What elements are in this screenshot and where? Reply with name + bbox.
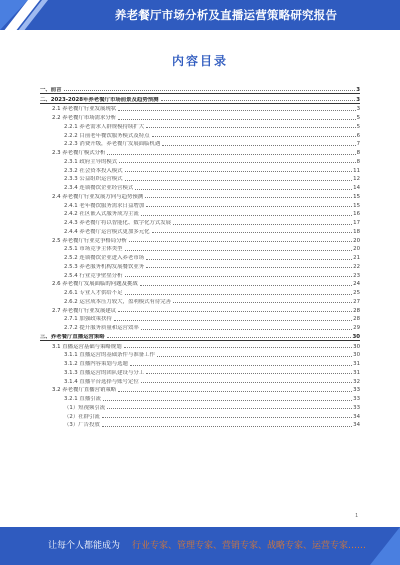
toc-entry-label: 3.2 养老餐厅直播营销策略 [52, 387, 117, 394]
toc-entry-page: 32 [353, 378, 360, 385]
toc-entry[interactable] [40, 112, 360, 121]
toc-leader-dots [146, 267, 352, 268]
toc-leader-dots [161, 100, 356, 101]
toc-entry-page: 15 [353, 193, 360, 200]
toc-entry-page: 25 [353, 290, 360, 296]
toc-entry[interactable] [40, 139, 360, 148]
toc-entry-label: （2）社群引流 [64, 413, 100, 420]
toc-entry[interactable] [40, 130, 360, 139]
toc-entry-label: 2.3.2 社会资本投入模式 [64, 167, 123, 174]
toc-entry-page: 8 [356, 158, 360, 165]
toc-entry-label: 三、养老餐厅直播运营策略 [40, 333, 105, 340]
toc-entry[interactable] [40, 279, 360, 288]
toc-entry[interactable] [40, 314, 360, 323]
toc-entry-page: 33 [353, 404, 360, 411]
toc-leader-dots [125, 250, 353, 251]
report-title: 养老餐厅市场分析及直播运营策略研究报告 [114, 8, 338, 22]
toc-entry-label: 2.4.4 养老餐厅运营模式更加多元化 [64, 228, 150, 235]
toc-entry[interactable] [40, 385, 360, 394]
toc-leader-dots [141, 382, 352, 383]
toc-entry-page: 24 [353, 281, 360, 288]
toc-entry-page: 16 [353, 211, 360, 218]
toc-entry[interactable] [40, 331, 360, 341]
toc-leader-dots [118, 391, 352, 392]
toc-entry[interactable] [40, 393, 360, 402]
toc-entry-page: 33 [353, 396, 360, 402]
toc-entry-page: 27 [353, 298, 360, 305]
toc-entry[interactable] [40, 358, 360, 367]
toc-entry[interactable] [40, 411, 360, 420]
toc-entry[interactable] [40, 182, 360, 191]
toc-leader-dots [118, 110, 355, 111]
toc-entry[interactable] [40, 94, 360, 104]
toc-entry-label: 2.2.3 消费升级，养老餐厅发展面临机遇 [64, 141, 161, 148]
toc-entry-page: 34 [353, 413, 360, 420]
footer-slogan: 让每个人都能成为 [48, 541, 121, 551]
toc-entry-label: 3.1.1 直播运营的基础条件与准备工作 [64, 352, 155, 359]
toc-leader-dots [102, 417, 352, 418]
table-of-contents [40, 84, 360, 428]
toc-entry-label: 2.3.1 政府主导的模式 [64, 158, 118, 165]
toc-leader-dots [146, 127, 355, 128]
toc-entry-label: 2.1 养老餐厅行业发展现状 [52, 106, 117, 113]
toc-leader-dots [125, 171, 353, 172]
toc-entry-page: 31 [353, 361, 360, 367]
toc-entry-label: 2.3 养老餐厅模式分析 [52, 150, 106, 156]
toc-entry[interactable] [40, 376, 360, 385]
toc-entry[interactable] [40, 244, 360, 253]
toc-leader-dots [146, 259, 352, 260]
toc-leader-dots [107, 408, 352, 409]
toc-entry-label: 2.7 养老餐厅行业发展建议 [52, 307, 117, 314]
toc-entry-page: 3 [356, 96, 360, 103]
toc-leader-dots [130, 365, 352, 366]
toc-entry-page: 30 [353, 343, 360, 350]
toc-entry-page: 20 [353, 246, 360, 253]
toc-entry[interactable] [40, 261, 360, 270]
toc-entry-label: 2.5.1 市场竞争主体类型 [64, 246, 123, 253]
footer-decor-corner [370, 527, 400, 565]
toc-leader-dots [64, 90, 356, 91]
toc-entry-label: 一、前言 [40, 86, 62, 93]
toc-entry-label: 3.2.1 直播引流 [64, 396, 101, 402]
toc-entry[interactable] [40, 305, 360, 314]
toc-entry-page: 28 [353, 316, 360, 323]
toc-entry-page: 30 [352, 333, 360, 340]
toc-entry-page: 15 [353, 202, 360, 209]
toc-leader-dots [129, 241, 352, 242]
toc-entry-page: 6 [356, 132, 360, 139]
report-header-banner [0, 0, 400, 30]
toc-entry[interactable] [40, 217, 360, 226]
toc-leader-dots [141, 329, 352, 330]
toc-entry-label: 2.7.1 加强政策扶持 [64, 316, 112, 323]
toc-entry-page: 29 [353, 325, 360, 331]
toc-leader-dots [162, 145, 355, 146]
toc-entry[interactable] [40, 322, 360, 331]
toc-entry-page: 12 [353, 176, 360, 183]
toc-entry[interactable] [40, 191, 360, 200]
toc-entry-page: 11 [353, 167, 360, 174]
toc-leader-dots [118, 119, 355, 120]
toc-entry-page: 28 [353, 307, 360, 314]
toc-heading: 内容目录 [171, 54, 228, 68]
toc-leader-dots [125, 294, 353, 295]
toc-entry-page: 23 [353, 272, 360, 279]
toc-leader-dots [107, 337, 352, 338]
toc-entry-label: 2.4 养老餐厅行业发展方向与趋势预测 [52, 193, 144, 200]
toc-entry[interactable] [40, 367, 360, 376]
toc-entry[interactable] [40, 226, 360, 235]
toc-leader-dots [146, 206, 352, 207]
toc-entry-label: 2.5.4 行业竞争壁垒分析 [64, 272, 123, 279]
toc-entry-label: 3.1.4 直播平台选择与账号定位 [64, 378, 139, 385]
toc-entry-page: 17 [353, 220, 360, 226]
toc-leader-dots [125, 180, 353, 181]
toc-entry-label: 2.2 养老餐厅市场需求分析 [52, 115, 117, 121]
toc-leader-dots [118, 311, 352, 312]
toc-entry-label: 二、2023-2028年养老餐厅市场前景及趋势预测 [40, 96, 159, 103]
toc-entry-page: 21 [353, 255, 360, 261]
toc-entry[interactable] [40, 296, 360, 305]
toc-entry-label: 2.5 养老餐厅行业竞争格局分析 [52, 237, 127, 244]
toc-leader-dots [157, 356, 352, 357]
toc-entry[interactable] [40, 252, 360, 261]
toc-entry-page: 3 [356, 86, 360, 93]
toc-leader-dots [103, 400, 352, 401]
toc-entry-label: （1）短视频引流 [64, 404, 106, 411]
toc-leader-dots [140, 285, 352, 286]
toc-leader-dots [135, 189, 352, 190]
toc-entry[interactable] [40, 287, 360, 296]
toc-entry-page: 3 [356, 106, 360, 113]
toc-entry-label: 3.1.3 直播运营的团队建设与分工 [64, 369, 145, 376]
toc-leader-dots [102, 426, 352, 427]
toc-entry[interactable] [40, 270, 360, 279]
toc-entry[interactable] [40, 235, 360, 244]
toc-entry[interactable] [40, 209, 360, 218]
toc-entry-label: 3.1.2 直播内容策划与选题 [64, 361, 128, 367]
toc-entry[interactable] [40, 200, 360, 209]
toc-leader-dots [141, 215, 352, 216]
toc-entry-page: 20 [353, 237, 360, 244]
toc-leader-dots [173, 224, 352, 225]
toc-entry[interactable] [40, 104, 360, 113]
toc-leader-dots [124, 347, 353, 348]
toc-leader-dots [146, 373, 352, 374]
toc-entry[interactable] [40, 350, 360, 359]
toc-entry-page: 7 [356, 141, 360, 148]
toc-entry-label: 3.1 直播运营基础与策略规划 [52, 343, 122, 350]
toc-entry-page: 5 [356, 115, 360, 121]
toc-entry[interactable] [40, 147, 360, 156]
toc-entry-label: 2.4.2 社区嵌入式服务成为主流 [64, 211, 139, 218]
toc-entry-page: 30 [353, 352, 360, 359]
toc-leader-dots [152, 232, 353, 233]
toc-entry-label: 2.4.1 老年餐饮服务需求日益增加 [64, 202, 145, 209]
toc-entry-label: 2.5.2 连锁餐饮企业进入养老市场 [64, 255, 145, 261]
toc-entry-page: 18 [353, 228, 360, 235]
toc-entry-page: 34 [353, 422, 360, 429]
toc-leader-dots [107, 154, 355, 155]
toc-entry-page: 33 [353, 387, 360, 394]
toc-entry[interactable] [40, 402, 360, 411]
toc-leader-dots [125, 276, 353, 277]
toc-entry[interactable] [40, 156, 360, 165]
toc-leader-dots [173, 302, 352, 303]
toc-entry-label: 2.3.3 公益组织运营模式 [64, 176, 123, 183]
toc-leader-dots [114, 320, 352, 321]
toc-entry[interactable] [40, 165, 360, 174]
toc-entry-label: 2.4.3 养老餐厅将以智能化、数字化方式发展 [64, 220, 172, 226]
toc-entry-label: 2.3.4 连锁餐饮企业经营模式 [64, 185, 134, 191]
toc-entry-label: 2.6.2 运营成本压力较大，盈利模式有待完善 [64, 298, 172, 305]
footer-banner [0, 527, 400, 565]
toc-entry[interactable] [40, 121, 360, 130]
toc-entry[interactable] [40, 174, 360, 183]
toc-entry[interactable] [40, 341, 360, 350]
footer-expert-list: 行业专家、管理专家、营销专家、战略专家、运营专家…… [132, 541, 367, 551]
toc-entry-label: 2.6.1 专业人才供给不足 [64, 290, 123, 296]
toc-entry-page: 14 [353, 185, 360, 191]
toc-entry-page: 22 [353, 263, 360, 270]
toc-leader-dots [152, 136, 356, 137]
toc-entry[interactable] [40, 420, 360, 429]
toc-leader-dots [119, 162, 355, 163]
toc-entry-label: 2.6 养老餐厅发展面临的问题及挑战 [52, 281, 138, 288]
toc-entry-label: 2.5.3 养老服务机构发展餐饮业务 [64, 263, 145, 270]
toc-entry-label: 2.2.1 养老需求人群规模持续扩大 [64, 123, 145, 130]
toc-entry-page: 5 [356, 123, 360, 130]
toc-leader-dots [145, 197, 352, 198]
toc-entry-page: 31 [353, 369, 360, 376]
toc-entry[interactable] [40, 84, 360, 94]
toc-entry-label: 2.2.2 目前老年餐饮服务模式及特点 [64, 132, 150, 139]
page-number: 1 [355, 513, 358, 519]
toc-entry-page: 8 [356, 150, 360, 156]
toc-entry-label: （3）广告投放 [64, 422, 100, 429]
toc-entry-label: 2.7.2 提升服务质量和运营效率 [64, 325, 139, 331]
